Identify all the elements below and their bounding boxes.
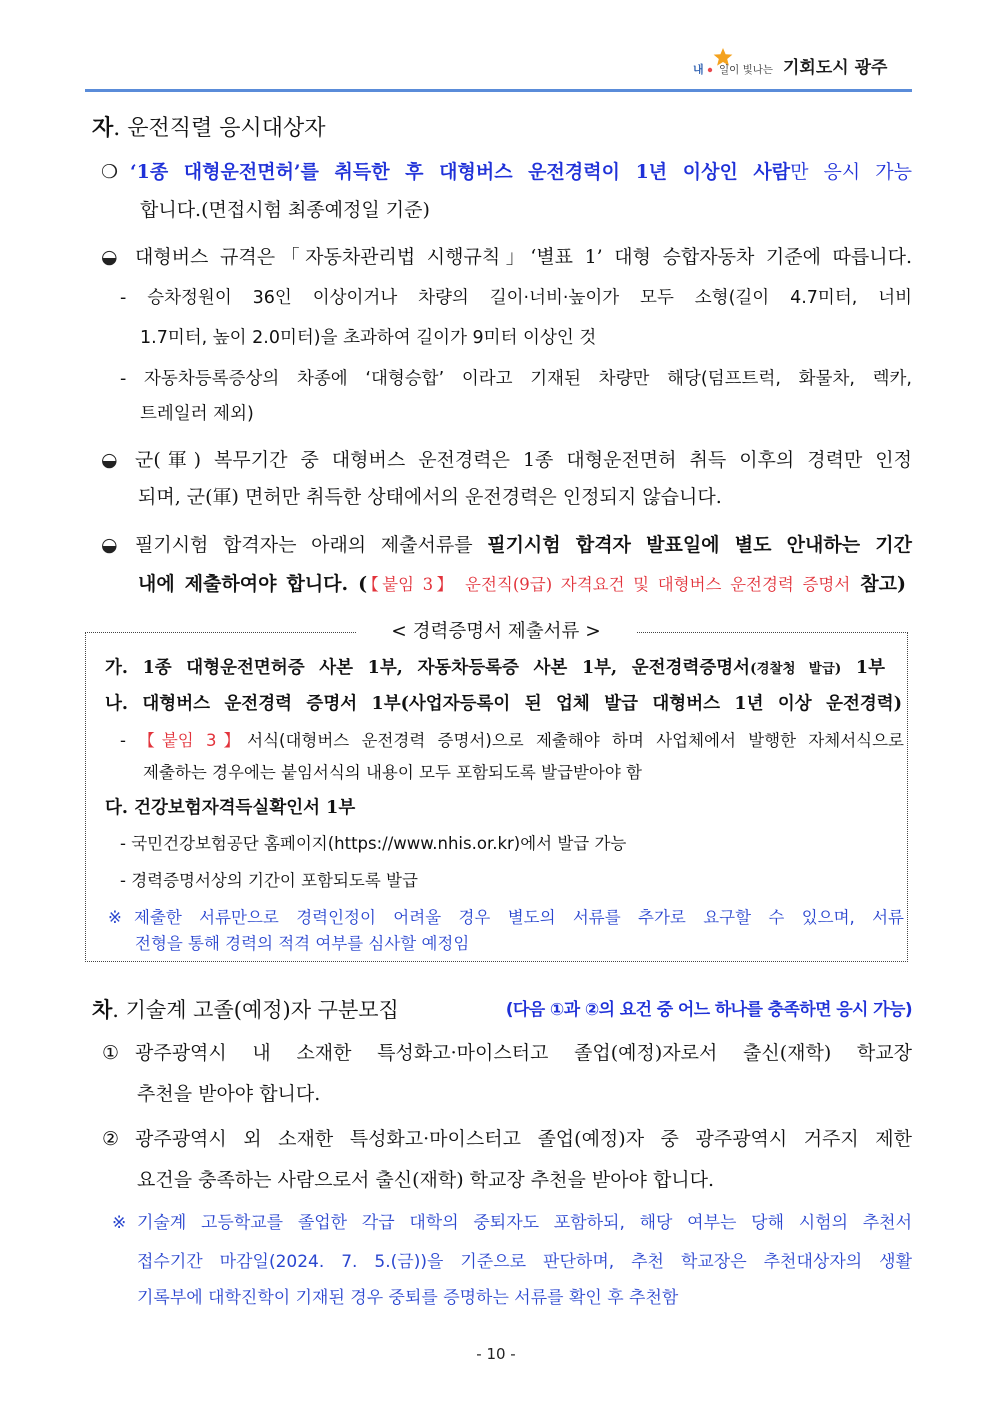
submission-line-1 xyxy=(135,533,912,557)
note-mark: ※ xyxy=(108,908,122,927)
submission-plain: 필기시험 합격자는 아래의 제출서류를 xyxy=(135,534,488,556)
license-emphasis: ‘1종 대형운전면허’를 취득한 후 대형버스 운전경력이 1년 이상인 사람 xyxy=(130,161,791,183)
bus-spec-sub-1 xyxy=(120,287,912,309)
doc-item-na: 나. 대형버스 운전경력 증명서 1부(사업자등록이 된 업체 발급 대형버스 1년 이상 운전경력) xyxy=(105,694,902,714)
header-rule xyxy=(85,89,912,92)
bus-spec-sub-2 xyxy=(120,368,912,390)
doc-item-text: 가. 1종 대형운전면허증 사본 1부, 자동차등록증 사본 1부, 운전경력증명서 xyxy=(105,658,751,678)
technical-condition: (다음 ①과 ②의 요건 중 어느 하나를 충족하면 응시 가능) xyxy=(505,1000,912,1020)
technical-item-1-line-1: 광주광역시 내 소재한 특성화고·마이스터고 졸업(예정)자로서 출신(재학) 학교장 xyxy=(135,1042,912,1064)
doc-item-da-sub-2: - 경력증명서상의 기간이 포함되도록 발급 xyxy=(120,871,418,890)
section-heading-ja xyxy=(92,115,326,142)
sub-line: 자동차등록증상의 차종에 ‘대형승합’ 이라고 기재된 차량만 해당(덤프트럭, 화물차, 렉카, xyxy=(144,369,912,389)
section-marker: 차 xyxy=(92,997,113,1022)
bus-spec-sub-1-cont: 1.7미터, 높이 2.0미터)을 초과하여 길이가 9미터 이상인 것 xyxy=(140,328,597,348)
technical-note-line-3: 기록부에 대학진학이 기재된 경우 중퇴를 증명하는 서류를 확인 후 추천함 xyxy=(137,1288,679,1308)
section-title: . 운전직렬 응시대상자 xyxy=(113,116,326,141)
logo-main: 기회도시 광주 xyxy=(783,58,888,78)
page-number: - 10 - xyxy=(476,1345,516,1363)
item-number: ① xyxy=(102,1042,120,1064)
doc-item-count: 1부 xyxy=(841,658,885,678)
doc-item-na-sub-cont: 제출하는 경우에는 붙임서식의 내용이 모두 포함되도록 발급받아야 함 xyxy=(143,763,642,782)
section-heading-cha xyxy=(92,997,399,1023)
doc-item-ga xyxy=(105,657,885,680)
military-line-1: 군(軍) 복무기간 중 대형버스 운전경력은 1종 대형운전면허 취득 이후의 경력만 인정 xyxy=(135,449,912,471)
note-mark: ※ xyxy=(112,1213,127,1233)
dash: - xyxy=(120,731,139,750)
documents-box-title: < 경력증명서 제출서류 > xyxy=(356,620,636,644)
doc-item-da-sub-1: - 국민건강보험공단 홈페이지(https://www.nhis.or.kr)에서 발급 가능 xyxy=(120,834,627,853)
doc-item-na-sub xyxy=(120,730,904,751)
logo-prefix: 내 xyxy=(693,63,704,76)
technical-item-2-line-2: 요건을 충족하는 사람으로서 출신(재학) 학교장 추천을 받아야 합니다. xyxy=(137,1169,715,1191)
half-circle-bullet: ◒ xyxy=(101,449,118,471)
bus-spec-text: 대형버스 규격은「자동차관리법 시행규칙」‘별표 1’ 대형 승합자동차 기준에 따릅니다. xyxy=(135,246,912,268)
technical-note-line-2: 접수기간 마감일(2024. 7. 5.(금))을 기준으로 판단하며, 추천 학교장은 추천대상자의 생활 xyxy=(137,1252,912,1272)
attachment-reference: 【붙임 3】 xyxy=(138,731,248,750)
dash: - xyxy=(120,288,148,308)
hollow-circle-bullet: ❍ xyxy=(101,161,119,183)
license-tail: 만 응시 가능 xyxy=(790,161,912,183)
submission-bold: 내에 제출하여야 합니다. ( xyxy=(138,573,368,595)
license-continuation: 합니다.(면접시험 최종예정일 기준) xyxy=(140,199,430,221)
bus-spec-sub-2-cont: 트레일러 제외) xyxy=(140,404,254,424)
technical-item-2-line-1: 광주광역시 외 소재한 특성화고·마이스터고 졸업(예정)자 중 광주광역시 거주지 제한 xyxy=(135,1128,912,1150)
submission-bold: 필기시험 합격자 발표일에 별도 안내하는 기간 xyxy=(487,534,912,556)
box-note-line-2: 전형을 통해 경력의 적격 여부를 심사할 예정임 xyxy=(135,934,470,953)
attachment-reference: 【붙임 3】 운전직(9급) 자격요건 및 대형버스 운전경력 증명서 xyxy=(367,575,851,594)
section-title: . 기술계 고졸(예정)자 구분모집 xyxy=(112,998,399,1022)
item-number: ② xyxy=(102,1128,120,1150)
technical-item-1-line-2: 추천을 받아야 합니다. xyxy=(137,1083,321,1105)
section-marker: 자 xyxy=(92,115,114,141)
sub-line: 서식(대형버스 운전경력 증명서)으로 제출해야 하며 사업체에서 발행한 자체서식으로 xyxy=(247,731,904,750)
sub-line: 승차정원이 36인 이상이거나 차량의 길이·너비·높이가 모두 소형(길이 4.7미터, 너비 xyxy=(147,288,912,308)
doc-item-da: 다. 건강보험자격득실확인서 1부 xyxy=(105,798,356,818)
submission-bold: 참고) xyxy=(850,573,906,595)
logo-tagline: 일이 빛나는 xyxy=(719,64,774,76)
dash: - xyxy=(120,369,145,389)
half-circle-bullet: ◒ xyxy=(101,246,118,268)
submission-line-2 xyxy=(138,572,906,597)
box-note-line-1: 제출한 서류만으로 경력인정이 어려울 경우 별도의 서류를 추가로 요구할 수 있으며, 서류 xyxy=(134,908,904,927)
military-line-2: 되며, 군(軍) 면허만 취득한 상태에서의 운전경력은 인정되지 않습니다. xyxy=(138,486,722,508)
license-requirement xyxy=(130,160,912,184)
half-circle-bullet: ◒ xyxy=(101,534,118,556)
technical-note-line-1: 기술계 고등학교를 졸업한 각급 대학의 중퇴자도 포함하되, 해당 여부는 당해 시험의 추천서 xyxy=(137,1213,912,1233)
doc-item-issuer: (경찰청 발급) xyxy=(750,661,842,677)
header-logo xyxy=(688,46,910,82)
